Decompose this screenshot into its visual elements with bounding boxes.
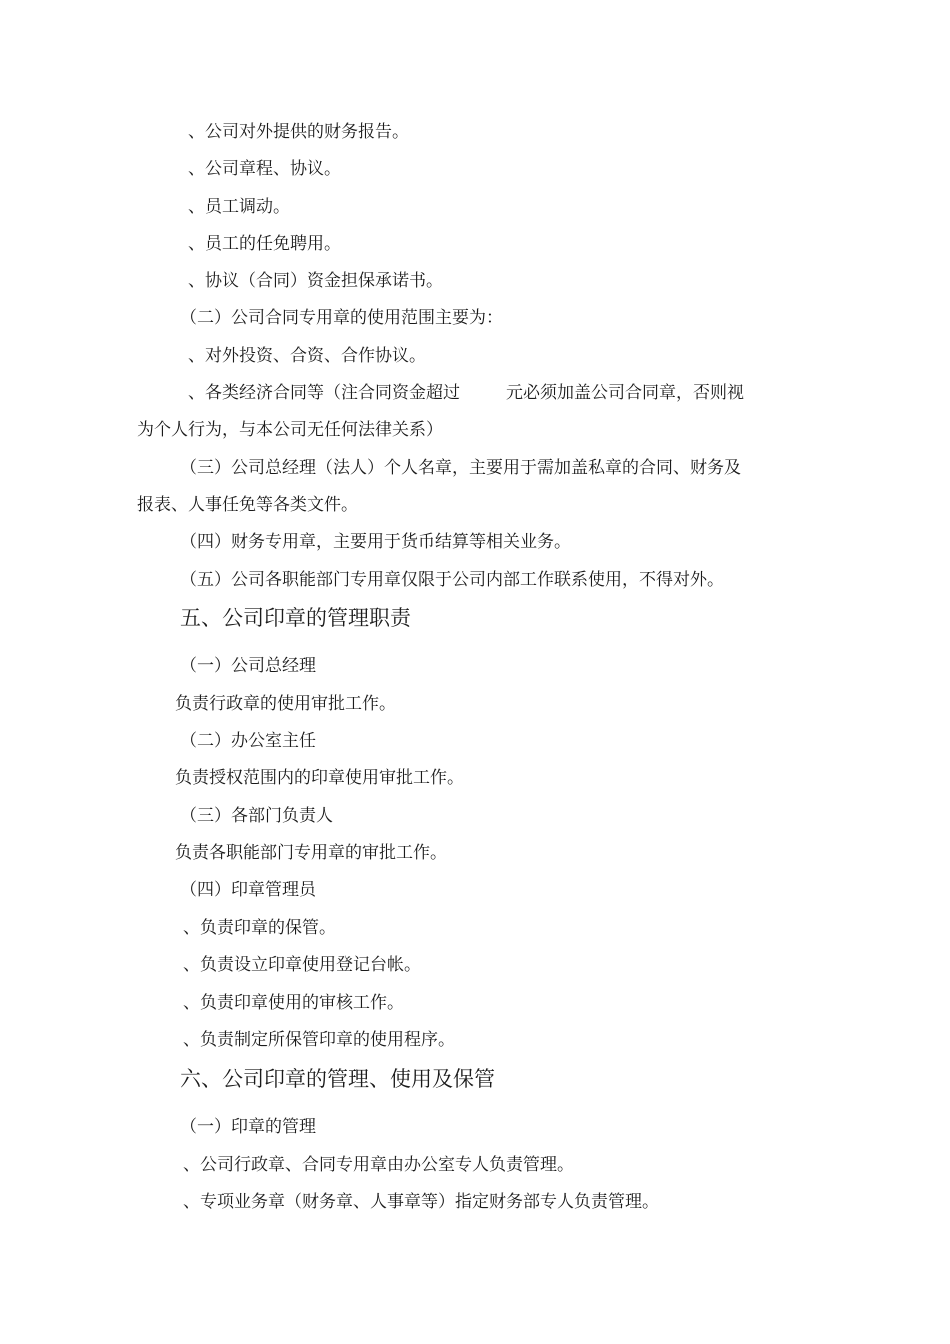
list-item: 、公司对外提供的财务报告。 <box>188 122 409 142</box>
paragraph: 负责授权范围内的印章使用审批工作。 <box>175 768 464 788</box>
paragraph: 报表、人事任免等各类文件。 <box>137 495 358 515</box>
list-item: 、负责印章的保管。 <box>183 918 336 938</box>
list-item: 、负责设立印章使用登记台帐。 <box>183 955 421 975</box>
list-item: 、对外投资、合资、合作协议。 <box>188 346 426 366</box>
paragraph: （四）财务专用章，主要用于货币结算等相关业务。 <box>180 532 571 552</box>
section-heading: 五、公司印章的管理职责 <box>180 606 411 630</box>
list-item: 、公司行政章、合同专用章由办公室专人负责管理。 <box>183 1155 574 1175</box>
paragraph: （五）公司各职能部门专用章仅限于公司内部工作联系使用，不得对外。 <box>180 570 724 590</box>
list-item: 、协议（合同）资金担保承诺书。 <box>188 271 443 291</box>
subheading: （四）印章管理员 <box>180 880 316 900</box>
paragraph: （二）公司合同专用章的使用范围主要为： <box>180 308 503 328</box>
list-item: 、公司章程、协议。 <box>188 159 341 179</box>
paragraph: 为个人行为，与本公司无任何法律关系） <box>137 420 443 440</box>
list-item: 、专项业务章（财务章、人事章等）指定财务部专人负责管理。 <box>183 1192 659 1212</box>
subheading: （一）印章的管理 <box>180 1117 316 1137</box>
list-item: 、负责印章使用的审核工作。 <box>183 993 404 1013</box>
paragraph: （三）公司总经理（法人）个人名章，主要用于需加盖私章的合同、财务及 <box>180 458 741 478</box>
list-item: 、各类经济合同等（注合同资金超过 元必须加盖公司合同章，否则视 <box>188 383 744 403</box>
subheading: （二）办公室主任 <box>180 731 316 751</box>
subheading: （一）公司总经理 <box>180 656 316 676</box>
list-item: 、员工的任免聘用。 <box>188 234 341 254</box>
list-item: 、负责制定所保管印章的使用程序。 <box>183 1030 455 1050</box>
section-heading: 六、公司印章的管理、使用及保管 <box>180 1067 495 1091</box>
list-item: 、员工调动。 <box>188 197 290 217</box>
subheading: （三）各部门负责人 <box>180 806 333 826</box>
paragraph: 负责行政章的使用审批工作。 <box>175 694 396 714</box>
paragraph: 负责各职能部门专用章的审批工作。 <box>175 843 447 863</box>
